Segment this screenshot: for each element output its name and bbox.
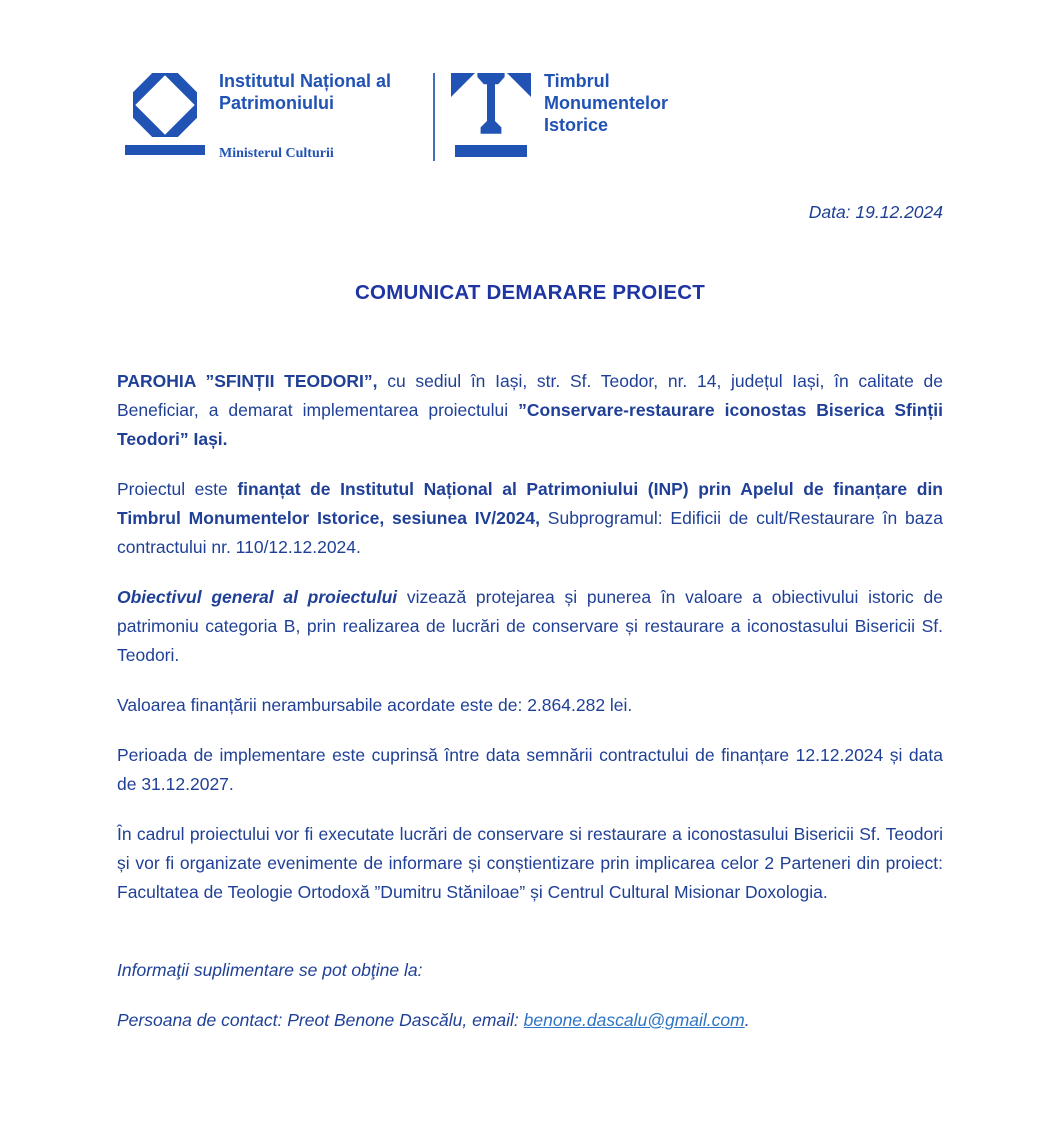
inp-octagon-icon — [133, 73, 197, 137]
text-run: ”Conservare-restaurare iconostas Biserica Sfinții Teodori” Iași. — [117, 400, 943, 449]
header-logos — [125, 70, 943, 166]
text-run: Persoana de contact: Preot Benone Dascălu, email: — [117, 1010, 524, 1030]
tmi-logo-icon — [451, 73, 531, 174]
text-run: În cadrul proiectului vor fi executate lucrări de conservare si restaurare a iconostasului Bisericii Sf. Teodori și vor fi organizate evenimente de informare și conștientizare prin implicarea celor 2 Parteneri din proiect: Facultatea de Teologie Ortodoxă ”Dumitru Stăniloae” și Centrul Cultural Misionar Doxologia. — [117, 824, 943, 902]
paragraph-value — [117, 691, 943, 720]
ministry-label: Ministerul Culturii — [219, 146, 334, 161]
paragraph-objective — [117, 583, 943, 670]
text-run: PAROHIA ”SFINȚII TEODORI”, — [117, 371, 388, 391]
text-run: vizează protejarea și punerea în valoare a obiectivului istoric de patrimoniu categoria B, prin realizarea de lucrări de conservare și restaurare a iconostasului Bisericii Sf. Teodori. — [117, 587, 943, 665]
inp-logo-icon — [125, 70, 205, 155]
inp-name: Institutul Național al Patrimoniului — [219, 71, 392, 113]
document-body — [117, 367, 943, 1035]
inp-logo-text — [219, 70, 415, 162]
text-run: Perioada de implementare este cuprinsă între data semnării contractului de finanțare 12.12.2024 și data de 31.12.2027. — [117, 745, 943, 794]
text-run: Proiectul este — [117, 479, 238, 499]
document-title: COMUNICAT DEMARARE PROIECT — [355, 281, 705, 304]
text-run: Informaţii suplimentare se pot obţine la: — [117, 960, 423, 980]
text-run: finanțat de Institutul Național al Patrimoniului (INP) prin Apelul de finanțare din Timbrul Monumentelor Istorice, sesiunea IV/2024, — [117, 479, 943, 528]
logo-divider — [433, 73, 435, 161]
date-line: Data: 19.12.2024 — [808, 202, 943, 222]
paragraph-beneficiary — [117, 367, 943, 454]
contact-email-link[interactable]: benone.dascalu@gmail.com — [523, 1010, 745, 1030]
text-run: . — [744, 1010, 750, 1030]
tmi-logo-text — [544, 70, 694, 136]
tmi-name: Timbrul Monumentelor Istorice — [544, 71, 668, 135]
paragraph-contact — [117, 1006, 943, 1035]
paragraph-period — [117, 741, 943, 799]
paragraph-activities — [117, 820, 943, 907]
text-run: Subprogramul: Edificii de cult/Restaurare în baza contractului nr. 110/12.12.2024. — [117, 508, 943, 557]
text-run: cu sediul în Iași, str. Sf. Teodor, nr. 14, județul Iași, în calitate de Beneficiar, a demarat implementarea proiectului — [117, 371, 943, 420]
paragraph-funding — [117, 475, 943, 562]
text-run: Valoarea finanțării nerambursabile acordate este de: 2.864.282 lei. — [117, 695, 633, 715]
paragraph-more-info — [117, 956, 943, 985]
inp-logo-bar — [125, 145, 205, 155]
text-run: Obiectivul general al proiectului — [117, 587, 407, 607]
